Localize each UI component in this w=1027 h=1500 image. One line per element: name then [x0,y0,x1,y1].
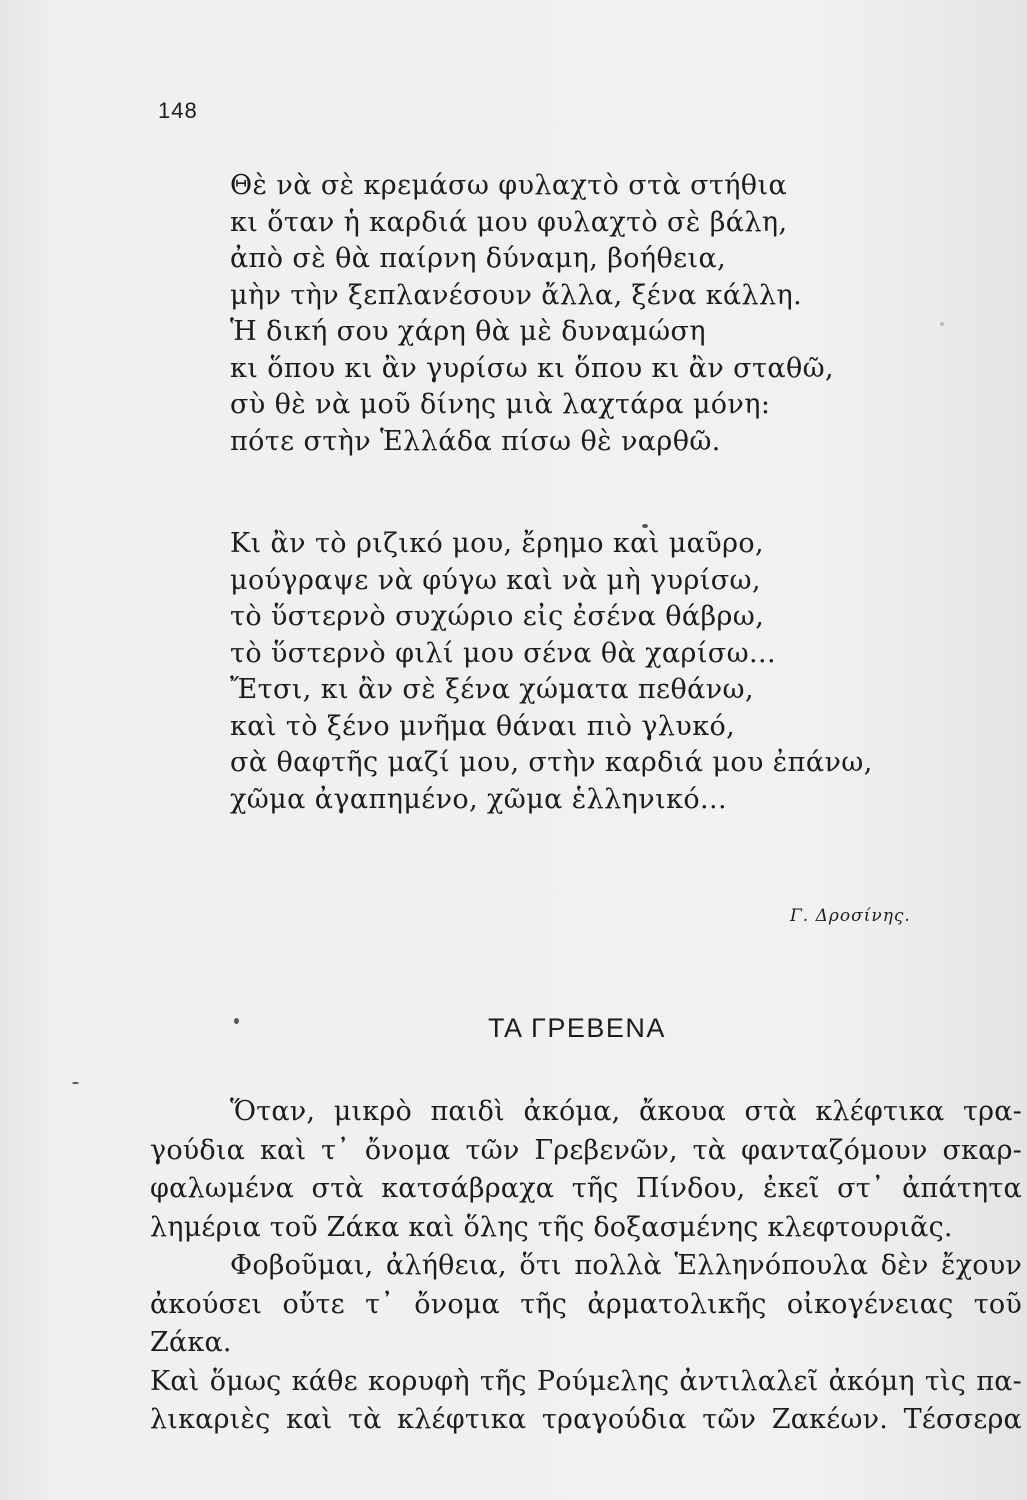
poem [230,168,950,818]
print-speck [234,1018,239,1024]
print-speck [642,524,648,528]
poem-signature: Γ. Δροσίνης. [790,906,911,926]
poem-line: μὴν τὴν ξεπλανέσουν ἄλλα, ξένα κάλλη. [230,279,803,311]
prose-line: Καὶ ὅμως κάθε κορυφὴ τῆς Ρούμελης ἀντιλαλεῖ ἀκόμη τὶς πα- [150,1365,1022,1397]
prose-line: Ὅταν, μικρὸ παιδὶ ἀκόμα, ἄκουα στὰ κλέφτικα τρα- [230,1096,1022,1127]
page-number: 148 [158,98,198,123]
poem-line: χῶμα ἀγαπημένο, χῶμα ἑλληνικό... [230,783,727,815]
poem-line: πότε στὴν Ἑλλάδα πίσω θὲ ναρθῶ. [230,425,721,457]
poem-line: Θὲ νὰ σὲ κρεμάσω φυλαχτὸ στὰ στήθια [230,170,788,201]
poem-line: τὸ ὕστερνὸ συχώριο εἰς ἐσένα θάβρω, [230,601,765,632]
prose-paragraph-2 [150,1247,1022,1440]
section-title: ΤΑ ΓΡΕΒΕΝΑ [488,1013,666,1043]
prose-paragraph-1 [150,1093,1022,1247]
prose-line: φαλωμένα στὰ κατσάβραχα τῆς Πίνδου, ἐκεῖ στ᾽ ἀπάτητα [150,1173,1022,1204]
poem-line: μούγραψε νὰ φύγω καὶ νὰ μὴ γυρίσω, [230,564,761,596]
poem-line: ἀπὸ σὲ θὰ παίρνη δύναμη, βοήθεια, [230,243,727,274]
print-speck [940,322,944,326]
prose-line: λημέρια τοῦ Ζάκα καὶ ὅλης τῆς δοξασμένης κλεφτουριᾶς. [150,1211,953,1243]
prose-line: ἀκούσει οὔτε τ᾽ ὄνομα τῆς ἀρματολικῆς οἰκογένειας τοῦ Ζάκα. [150,1288,1022,1358]
print-speck [72,1082,79,1084]
prose-line: γούδια καὶ τ᾽ ὄνομα τῶν Γρεβενῶν, τὰ φανταζόμουν σκαρ- [150,1134,1022,1166]
prose-line: Φοβοῦμαι, ἀλήθεια, ὅτι πολλὰ Ἑλληνόπουλα δὲν ἔχουν [230,1250,1022,1281]
poem-line: κι ὅπου κι ἂν γυρίσω κι ὅπου κι ἂν σταθῶ, [230,352,835,384]
poem-line: Ἔτσι, κι ἂν σὲ ξένα χώματα πεθάνω, [230,674,754,705]
prose-body [150,1093,1022,1440]
prose-line: λικαριὲς καὶ τὰ κλέφτικα τραγούδια τῶν Ζακέων. Τέσσερα [150,1404,1022,1435]
poem-line: κι ὅταν ἡ καρδιά μου φυλαχτὸ σὲ βάλη, [230,206,788,238]
poem-line: σὺ θὲ νὰ μοῦ δίνης μιὰ λαχτάρα μόνη: [230,389,771,420]
poem-stanza-2 [230,526,950,818]
poem-line: τὸ ὕστερνὸ φιλί μου σένα θὰ χαρίσω... [230,637,777,669]
poem-line: σὰ θαφτῆς μαζί μου, στὴν καρδιά μου ἐπάνω, [230,747,873,778]
poem-line: καὶ τὸ ξένο μνῆμα θάναι πιὸ γλυκό, [230,710,736,742]
poem-line: Κι ἂν τὸ ριζικό μου, ἔρημο καὶ μαῦρο, [230,528,765,559]
poem-line: Ἡ δική σου χάρη θὰ μὲ δυναμώση [230,316,706,347]
poem-stanza-1 [230,168,950,460]
